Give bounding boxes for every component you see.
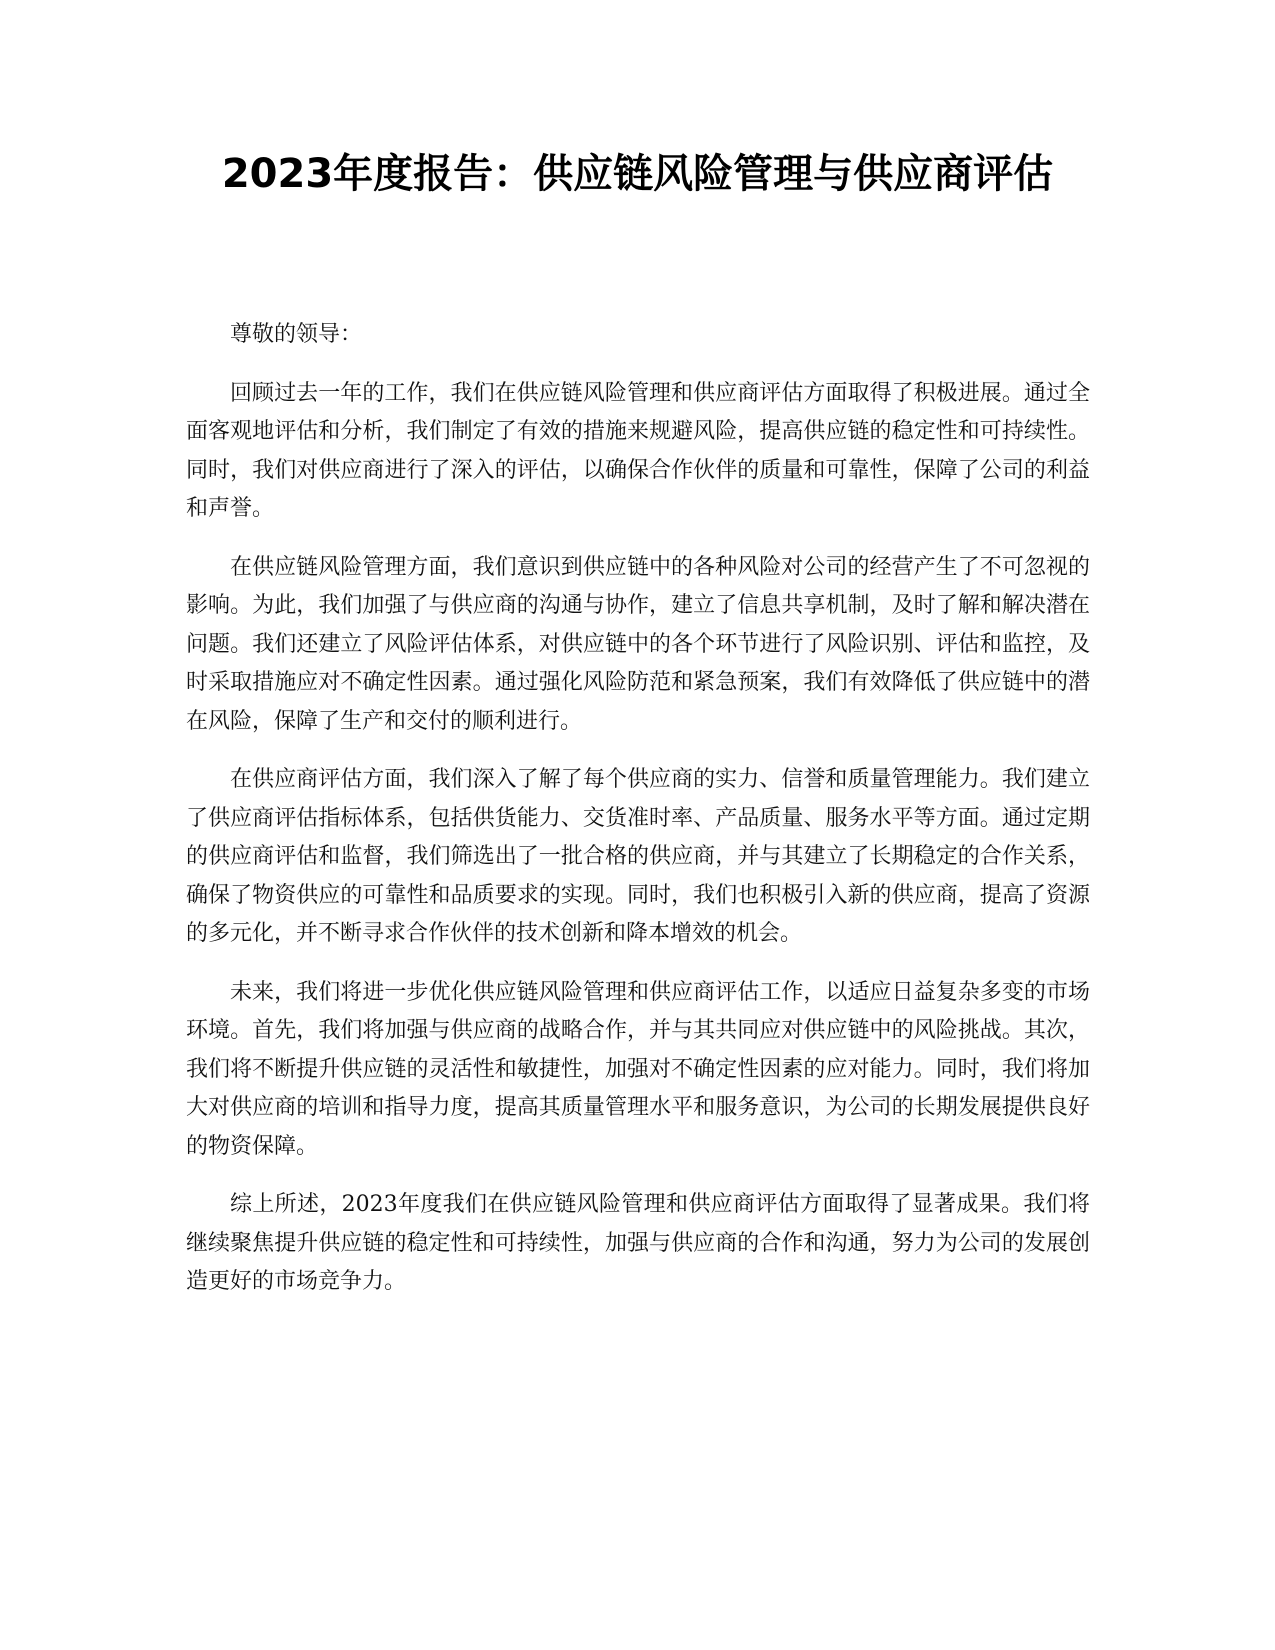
- paragraph-review: 回顾过去一年的工作，我们在供应链风险管理和供应商评估方面取得了积极进展。通过全面客观地评估和分析，我们制定了有效的措施来规避风险，提高供应链的稳定性和可持续性。同时，我们对供应商进行了深入的评估，以确保合作伙伴的质量和可靠性，保障了公司的利益和声誉。: [186, 380, 1090, 521]
- document-title: 2023年度报告：供应链风险管理与供应商评估: [221, 151, 1054, 197]
- document-body: [186, 316, 1090, 1322]
- paragraph-risk-management: 在供应链风险管理方面，我们意识到供应链中的各种风险对公司的经营产生了不可忽视的影响。为此，我们加强了与供应商的沟通与协作，建立了信息共享机制，及时了解和解决潜在问题。我们还建立了风险评估体系，对供应链中的各个环节进行了风险识别、评估和监控，及时采取措施应对不确定性因素。通过强化风险防范和紧急预案，我们有效降低了供应链中的潜在风险，保障了生产和交付的顺利进行。: [186, 554, 1090, 734]
- paragraph-conclusion: 综上所述，2023年度我们在供应链风险管理和供应商评估方面取得了显著成果。我们将继续聚焦提升供应链的稳定性和可持续性，加强与供应商的合作和沟通，努力为公司的发展创造更好的市场竞争力。: [186, 1192, 1090, 1294]
- paragraph-future-plan: 未来，我们将进一步优化供应链风险管理和供应商评估工作，以适应日益复杂多变的市场环境。首先，我们将加强与供应商的战略合作，并与其共同应对供应链中的风险挑战。其次，我们将不断提升供应链的灵活性和敏捷性，加强对不确定性因素的应对能力。同时，我们将加大对供应商的培训和指导力度，提高其质量管理水平和服务意识，为公司的长期发展提供良好的物资保障。: [186, 979, 1090, 1159]
- salutation: 尊敬的领导：: [230, 322, 363, 347]
- paragraph-supplier-evaluation: 在供应商评估方面，我们深入了解了每个供应商的实力、信誉和质量管理能力。我们建立了供应商评估指标体系，包括供货能力、交货准时率、产品质量、服务水平等方面。通过定期的供应商评估和监督，我们筛选出了一批合格的供应商，并与其建立了长期稳定的合作关系，确保了物资供应的可靠性和品质要求的实现。同时，我们也积极引入新的供应商，提高了资源的多元化，并不断寻求合作伙伴的技术创新和降本增效的机会。: [186, 767, 1090, 946]
